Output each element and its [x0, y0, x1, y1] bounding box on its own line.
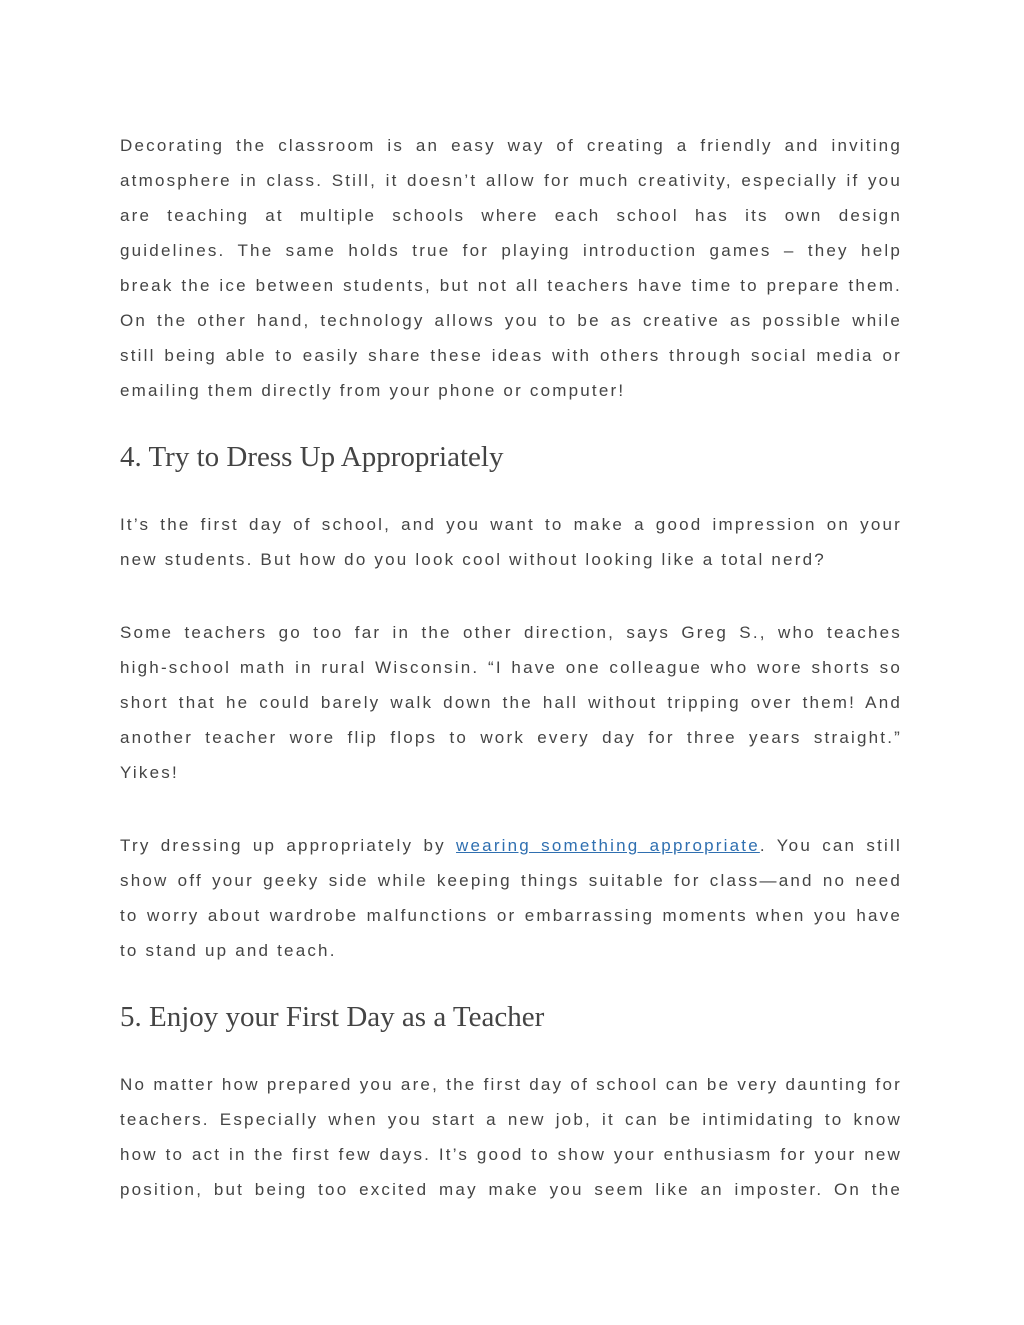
paragraph-first-day — [120, 1067, 902, 1207]
text-line: teachers. Especially when you start a new job, it can be intimidating to know — [120, 1110, 902, 1129]
paragraph-classroom-decorating — [120, 128, 902, 408]
text-line: high-school math in rural Wisconsin. “I have one colleague who wore shorts so — [120, 658, 902, 677]
text-line: how to act in the first few days. It’s good to show your enthusiasm for your new — [120, 1145, 902, 1164]
text-segment: . You can still — [759, 836, 902, 855]
text-line: atmosphere in class. Still, it doesn’t allow for much creativity, especially if you — [120, 171, 902, 190]
text-line: to stand up and teach. — [120, 941, 337, 960]
text-line: emailing them directly from your phone or computer! — [120, 381, 626, 400]
section-heading-dress-up: 4. Try to Dress Up Appropriately — [120, 441, 504, 473]
text-line: guidelines. The same holds true for playing introduction games – they help — [120, 241, 902, 260]
text-line: Decorating the classroom is an easy way of creating a friendly and inviting — [120, 136, 902, 155]
text-line: another teacher wore flip flops to work every day for three years straight.” — [120, 728, 902, 747]
text-line: show off your geeky side while keeping things suitable for class—and no need — [120, 871, 902, 890]
text-line: to worry about wardrobe malfunctions or embarrassing moments when you have — [120, 906, 902, 925]
text-line — [120, 828, 902, 863]
paragraph-dress-appropriately — [120, 828, 902, 968]
text-line: It’s the first day of school, and you want to make a good impression on your — [120, 515, 902, 534]
text-line: still being able to easily share these ideas with others through social media or — [120, 346, 902, 365]
text-line: new students. But how do you look cool without looking like a total nerd? — [120, 550, 826, 569]
text-line: Yikes! — [120, 763, 179, 782]
paragraph-first-impression — [120, 507, 902, 577]
text-line: On the other hand, technology allows you to be as creative as possible while — [120, 311, 902, 330]
text-line: are teaching at multiple schools where each school has its own design — [120, 206, 902, 225]
text-line: short that he could barely walk down the hall without tripping over them! And — [120, 693, 902, 712]
wearing-something-appropriate-link[interactable]: wearing something appropriate — [456, 836, 760, 855]
text-segment: Try dressing up appropriately by — [120, 836, 457, 855]
text-line: Some teachers go too far in the other direction, says Greg S., who teaches — [120, 623, 902, 642]
text-line: break the ice between students, but not all teachers have time to prepare them. — [120, 276, 902, 295]
paragraph-greg-quote — [120, 615, 902, 790]
section-heading-first-day: 5. Enjoy your First Day as a Teacher — [120, 1001, 545, 1033]
text-line: position, but being too excited may make you seem like an imposter. On the — [120, 1180, 902, 1199]
text-line: No matter how prepared you are, the first day of school can be very daunting for — [120, 1075, 902, 1094]
